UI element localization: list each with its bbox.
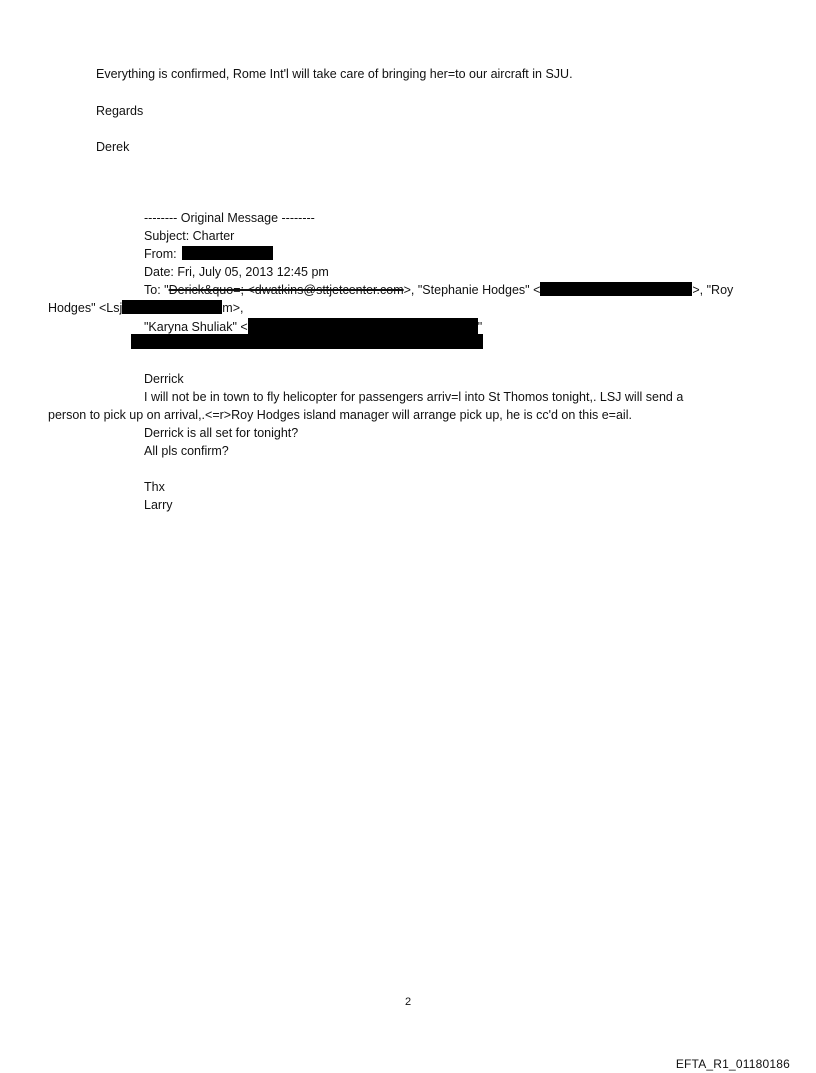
original-from: [144, 246, 273, 262]
redaction-box: [248, 318, 478, 334]
struck-recipient: Derick&quo=; <dwatkins@sttjetcenter.com: [168, 283, 404, 297]
original-to-line-2: [48, 300, 243, 316]
to-middle: >, "Stephanie Hodges" <: [403, 283, 541, 297]
redaction-box: [182, 246, 273, 260]
body-line: All pls confirm?: [144, 444, 229, 458]
from-label: From:: [144, 247, 177, 261]
body-line: I will not be in town to fly helicopter for passengers arriv=l into St Thomos tonight,. LSJ will send a: [144, 390, 684, 404]
body-greeting: Derrick: [144, 372, 184, 386]
original-message-separator: -------- Original Message --------: [144, 211, 315, 225]
original-to-line-1: [144, 282, 733, 298]
body-thanks: Thx: [144, 480, 165, 494]
reply-regards: Regards: [96, 104, 144, 118]
redaction-box: [540, 282, 692, 296]
body-line: person to pick up on arrival,.<=r>Roy Hodges island manager will arrange pick up, he is cc'd on this e=ail.: [48, 408, 632, 422]
to-line3-suffix: ": [477, 320, 483, 334]
original-subject: Subject: Charter: [144, 229, 235, 243]
original-date: Date: Fri, July 05, 2013 12:45 pm: [144, 265, 329, 279]
body-line: Derrick is all set for tonight?: [144, 426, 299, 440]
document-id: EFTA_R1_01180186: [675, 1057, 790, 1071]
to-end: >, "Roy: [692, 283, 734, 297]
to-prefix: To: ": [144, 283, 169, 297]
to-line2-suffix: m>,: [222, 301, 244, 315]
body-sender: Larry: [144, 498, 173, 512]
original-to-line-3: [144, 318, 482, 335]
redaction-box: [122, 300, 222, 314]
reply-signature: Derek: [96, 140, 130, 154]
to-line2-prefix: Hodges" <Lsj: [48, 301, 123, 315]
redaction-box: [131, 334, 483, 349]
reply-line: Everything is confirmed, Rome Int'l will take care of bringing her=to our aircraft in SJU.: [96, 67, 573, 81]
to-line3-prefix: "Karyna Shuliak" <: [144, 320, 248, 334]
page-number: 2: [404, 996, 412, 1008]
